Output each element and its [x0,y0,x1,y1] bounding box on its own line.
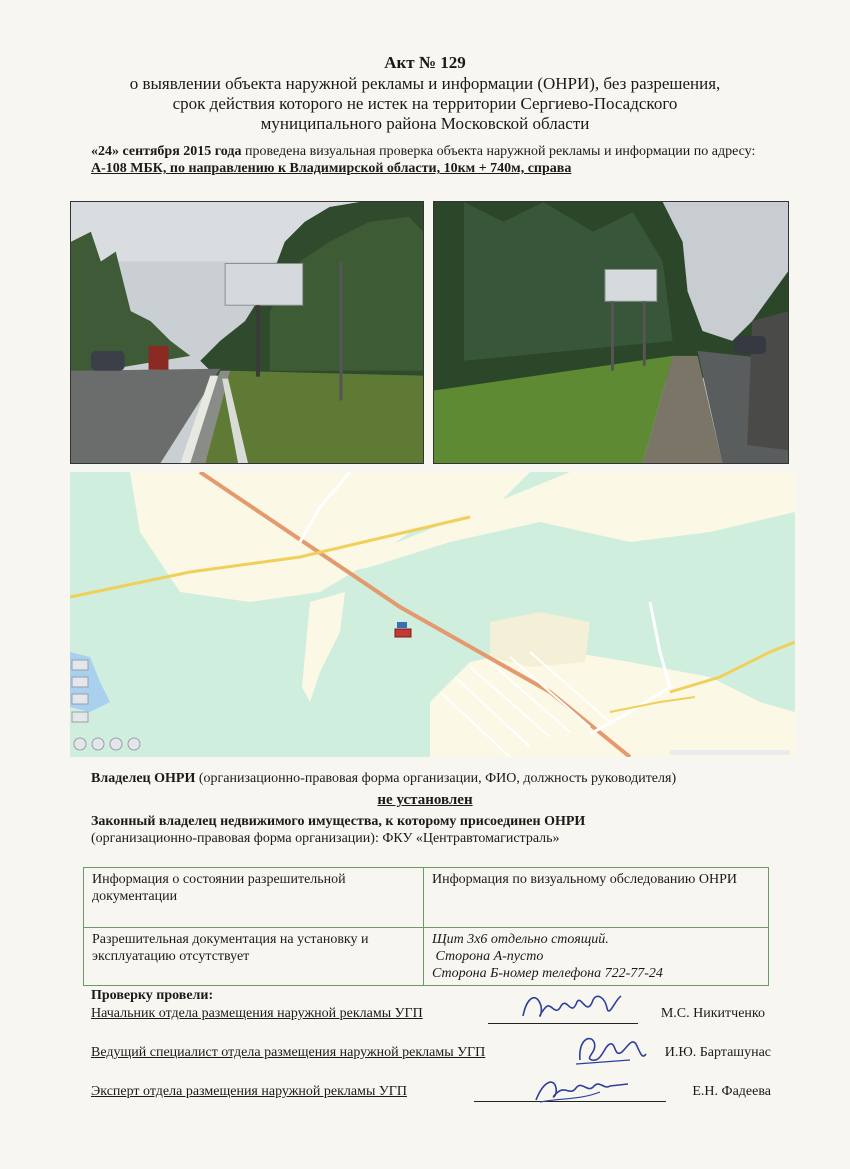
act-number: Акт № 129 [384,53,466,72]
signer-row [91,1045,771,1065]
signer-name: М.С. Никитченко [660,1006,765,1021]
permit-info-header: Информация о состоянии разрешительной документации [84,868,424,928]
photo-road-billboard-back [433,201,789,464]
owner-label: Владелец ОНРИ [91,771,196,786]
title-line-2: срок действия которого не истек на территории Сергиево-Посадского [172,94,678,113]
inspection-date: «24» сентября 2015 года [91,144,242,159]
side-a: Сторона А-пусто [432,949,544,964]
title-line-1: о выявлении объекта наружной рекламы и информации (ОНРИ), без разрешения, [129,74,721,93]
owner-value: не установлен [377,792,473,808]
inspection-title: Проверку провели: [91,988,214,1003]
signature-3-icon [530,1070,630,1108]
legal-owner-label: Законный владелец недвижимого имущества, к которому присоединен ОНРИ [91,814,586,829]
inspection-info-header: Информация по визуальному обследованию ОНРИ [424,868,769,928]
photo-road-billboard-front [70,201,424,464]
legal-owner-value: ФКУ «Центравтомагистраль» [382,831,560,846]
intro-text: проведена визуальная проверка объекта наружной рекламы и информации по адресу: [241,144,756,159]
location-map [70,472,795,757]
signature-1-icon [515,988,625,1026]
inspection-info-value [424,928,769,986]
signer-position: Эксперт отдела размещения наружной рекламы УГП [91,1084,407,1099]
inspection-address: А-108 МБК, по направлению к Владимирской области, 10км + 740м, справа [91,161,572,176]
signer-name: Е.Н. Фадеева [692,1084,771,1099]
owner-hint: (организационно-правовая форма организации, ФИО, должность руководителя) [195,771,677,786]
billboard-type: Щит 3х6 отдельно стоящий. [432,932,609,947]
info-table [83,867,769,986]
owner-line [91,770,811,788]
act-title [60,52,790,134]
inspection-intro [91,143,791,177]
side-b: Сторона Б-номер телефона 722-77-24 [432,966,663,981]
legal-owner [91,813,811,847]
table-row [84,928,769,986]
legal-owner-hint: (организационно-правовая форма организации): [91,831,383,846]
signer-position: Ведущий специалист отдела размещения наружной рекламы УГП [91,1045,486,1060]
title-line-3: муниципального района Московской области [260,114,590,133]
signer-row [91,1084,771,1104]
signer-row [91,1006,771,1026]
signer-position: Начальник отдела размещения наружной рекламы УГП [91,1006,423,1021]
table-row [84,868,769,928]
signature-2-icon [570,1030,650,1070]
signer-name: И.Ю. Барташунас [664,1045,771,1060]
permit-info-value: Разрешительная документация на установку и эксплуатацию отсутствует [84,928,424,986]
